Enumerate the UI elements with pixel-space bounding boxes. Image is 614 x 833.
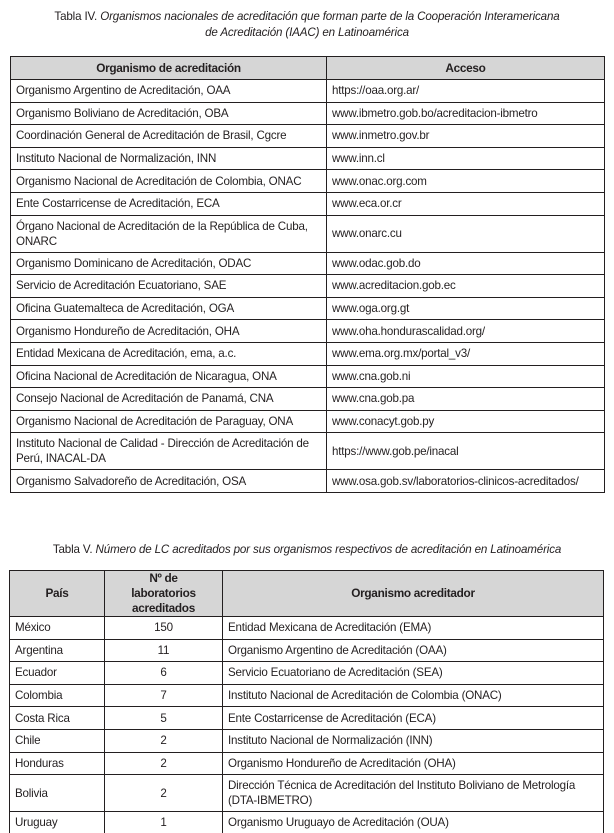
table-row — [11, 297, 605, 320]
table-iv-caption-title-1: Organismos nacionales de acreditación que forman parte de la Cooperación Interamericana — [100, 10, 560, 23]
table-row — [10, 752, 604, 775]
cell-organismo: Instituto Nacional de Acreditación de Colombia (ONAC) — [223, 684, 604, 707]
table-row — [10, 662, 604, 685]
cell-pais: Ecuador — [10, 662, 105, 685]
header-organismo-acreditador: Organismo acreditador — [223, 571, 604, 617]
table-row — [11, 433, 605, 470]
table-v-caption-prefix: Tabla V. — [52, 543, 93, 556]
cell-acceso-link[interactable]: www.oha.hondurascalidad.org/ — [327, 320, 605, 343]
table-row — [11, 365, 605, 388]
cell-numero: 150 — [105, 617, 223, 640]
cell-acceso-link[interactable]: www.inn.cl — [327, 147, 605, 170]
cell-organismo: Oficina Nacional de Acreditación de Nicaragua, ONA — [11, 365, 327, 388]
cell-pais: Costa Rica — [10, 707, 105, 730]
table-row — [11, 102, 605, 125]
header-organismo: Organismo de acreditación — [11, 57, 327, 80]
cell-organismo: Entidad Mexicana de Acreditación, ema, a.c. — [11, 342, 327, 365]
cell-organismo: Organismo Uruguayo de Acreditación (OUA) — [223, 812, 604, 833]
cell-acceso-link[interactable]: www.cna.gob.ni — [327, 365, 605, 388]
cell-acceso-link[interactable]: www.oga.org.gt — [327, 297, 605, 320]
cell-organismo: Organismo Boliviano de Acreditación, OBA — [11, 102, 327, 125]
cell-pais: Chile — [10, 729, 105, 752]
cell-pais: Colombia — [10, 684, 105, 707]
cell-organismo: Ente Costarricense de Acreditación (ECA) — [223, 707, 604, 730]
cell-acceso-link[interactable]: https://www.gob.pe/inacal — [327, 433, 605, 470]
cell-organismo: Organismo Dominicano de Acreditación, ODAC — [11, 252, 327, 275]
cell-organismo: Instituto Nacional de Calidad - Dirección de Acreditación de Perú, INACAL-DA — [11, 433, 327, 470]
table-row — [11, 80, 605, 103]
table-row — [11, 275, 605, 298]
cell-organismo: Organismo Nacional de Acreditación de Colombia, ONAC — [11, 170, 327, 193]
cell-acceso-link[interactable]: https://oaa.org.ar/ — [327, 80, 605, 103]
table-header-row — [11, 57, 605, 80]
cell-organismo: Instituto Nacional de Normalización (INN) — [223, 729, 604, 752]
cell-acceso-link[interactable]: www.osa.gob.sv/laboratorios-clinicos-acreditados/ — [327, 470, 605, 493]
cell-acceso-link[interactable]: www.ema.org.mx/portal_v3/ — [327, 342, 605, 365]
cell-organismo: Dirección Técnica de Acreditación del Instituto Boliviano de Metrología (DTA-IBMETRO) — [223, 775, 604, 812]
cell-acceso-link[interactable]: www.inmetro.gov.br — [327, 125, 605, 148]
table-row — [10, 812, 604, 833]
table-v-accredited-labs — [9, 570, 604, 833]
cell-acceso-link[interactable]: www.odac.gob.do — [327, 252, 605, 275]
cell-organismo: Entidad Mexicana de Acreditación (EMA) — [223, 617, 604, 640]
cell-organismo: Ente Costarricense de Acreditación, ECA — [11, 192, 327, 215]
table-iv-caption-prefix: Tabla IV. — [54, 10, 98, 23]
cell-organismo: Organismo Argentino de Acreditación, OAA — [11, 80, 327, 103]
cell-organismo: Organismo Argentino de Acreditación (OAA) — [223, 639, 604, 662]
cell-pais: Argentina — [10, 639, 105, 662]
table-row — [11, 170, 605, 193]
table-row — [10, 684, 604, 707]
cell-organismo: Organismo Hondureño de Acreditación, OHA — [11, 320, 327, 343]
table-row — [11, 147, 605, 170]
cell-pais: México — [10, 617, 105, 640]
table-iv-caption-line1 — [0, 9, 614, 25]
table-row — [11, 252, 605, 275]
table-iv-caption — [0, 9, 614, 41]
cell-numero: 2 — [105, 752, 223, 775]
table-row — [11, 470, 605, 493]
cell-organismo: Oficina Guatemalteca de Acreditación, OGA — [11, 297, 327, 320]
header-pais: País — [10, 571, 105, 617]
table-row — [10, 617, 604, 640]
cell-numero: 5 — [105, 707, 223, 730]
table-row — [10, 707, 604, 730]
cell-acceso-link[interactable]: www.eca.or.cr — [327, 192, 605, 215]
cell-organismo: Organismo Salvadoreño de Acreditación, OSA — [11, 470, 327, 493]
table-row — [11, 192, 605, 215]
cell-numero: 6 — [105, 662, 223, 685]
cell-acceso-link[interactable]: www.acreditacion.gob.ec — [327, 275, 605, 298]
cell-acceso-link[interactable]: www.onarc.cu — [327, 215, 605, 252]
cell-organismo: Consejo Nacional de Acreditación de Panamá, CNA — [11, 388, 327, 411]
header-numero-laboratorios: Nº de laboratorios acreditados — [105, 571, 223, 617]
cell-acceso-link[interactable]: www.cna.gob.pa — [327, 388, 605, 411]
table-row — [11, 320, 605, 343]
table-row — [11, 410, 605, 433]
table-row — [11, 388, 605, 411]
cell-organismo: Coordinación General de Acreditación de Brasil, Cgcre — [11, 125, 327, 148]
cell-organismo: Organismo Hondureño de Acreditación (OHA) — [223, 752, 604, 775]
cell-pais: Honduras — [10, 752, 105, 775]
cell-organismo: Servicio Ecuatoriano de Acreditación (SEA) — [223, 662, 604, 685]
cell-numero: 2 — [105, 729, 223, 752]
table-row — [10, 775, 604, 812]
table-iv-caption-title-2: de Acreditación (IAAC) en Latinoamérica — [205, 26, 409, 39]
table-row — [11, 342, 605, 365]
cell-numero: 1 — [105, 812, 223, 833]
header-acceso: Acceso — [327, 57, 605, 80]
cell-numero: 7 — [105, 684, 223, 707]
cell-organismo: Organismo Nacional de Acreditación de Paraguay, ONA — [11, 410, 327, 433]
cell-numero: 11 — [105, 639, 223, 662]
table-v-caption-title: Número de LC acreditados por sus organismos respectivos de acreditación en Latinoamérica — [95, 543, 562, 556]
cell-pais: Uruguay — [10, 812, 105, 833]
cell-pais: Bolivia — [10, 775, 105, 812]
table-row — [10, 639, 604, 662]
cell-numero: 2 — [105, 775, 223, 812]
table-row — [11, 215, 605, 252]
table-v-caption — [0, 542, 614, 558]
cell-acceso-link[interactable]: www.conacyt.gob.py — [327, 410, 605, 433]
cell-acceso-link[interactable]: www.onac.org.com — [327, 170, 605, 193]
table-iv-accreditation-bodies — [10, 56, 605, 493]
table-row — [10, 729, 604, 752]
table-row — [11, 125, 605, 148]
cell-acceso-link[interactable]: www.ibmetro.gob.bo/acreditacion-ibmetro — [327, 102, 605, 125]
cell-organismo: Instituto Nacional de Normalización, INN — [11, 147, 327, 170]
cell-organismo: Órgano Nacional de Acreditación de la República de Cuba, ONARC — [11, 215, 327, 252]
table-header-row — [10, 571, 604, 617]
cell-organismo: Servicio de Acreditación Ecuatoriano, SAE — [11, 275, 327, 298]
